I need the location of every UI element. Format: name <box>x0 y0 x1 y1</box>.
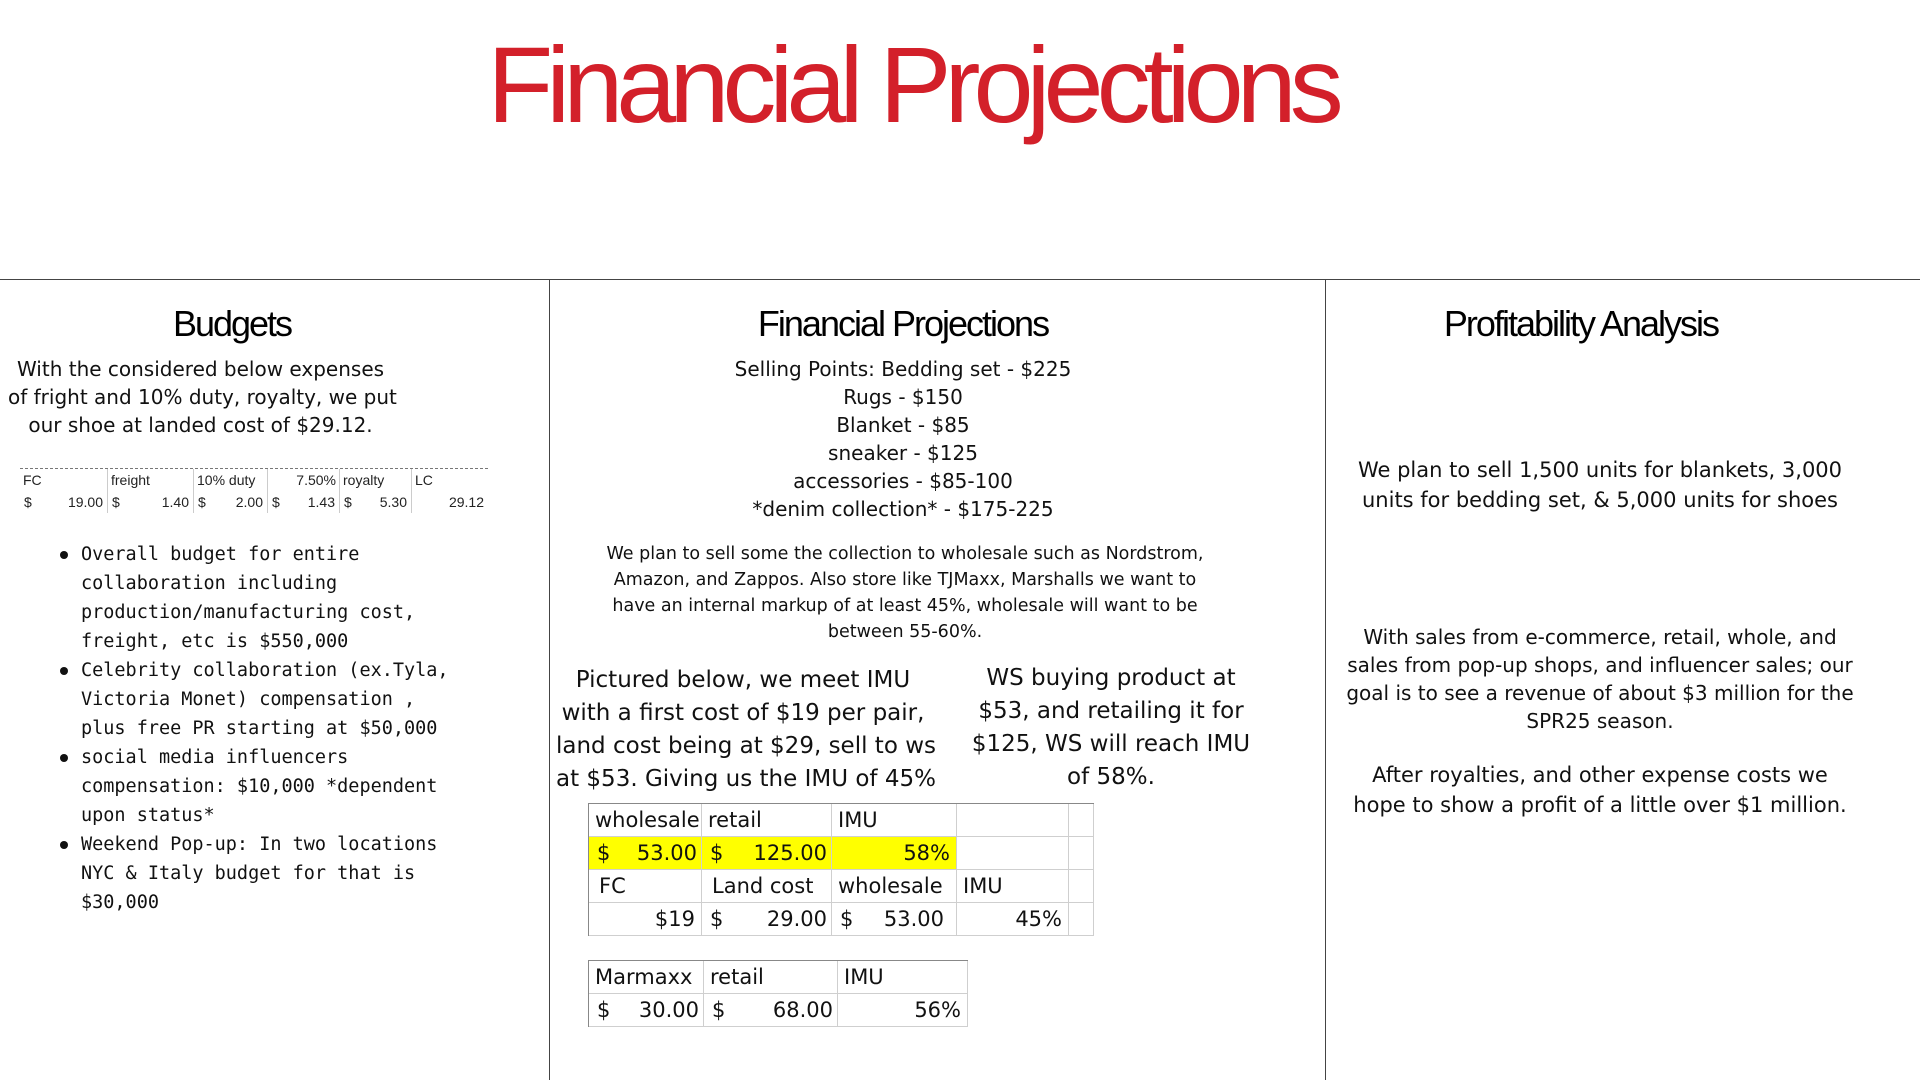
list-item: Overall budget for entire collaboration including production/manufacturing cost, freight, etc is $550,000 <box>58 540 498 656</box>
table-cell: $ 53.00 <box>589 837 702 870</box>
table-header-cell: IMU <box>832 804 957 837</box>
table-cell: $ 2.00 <box>194 491 268 513</box>
profit-outlook-text: After royalties, and other expense costs we hope to show a profit of a little over $1 million. <box>1353 763 1847 817</box>
table-cell <box>1069 870 1094 903</box>
table-header-cell: retail <box>704 961 838 994</box>
table-header-cell: retail <box>702 804 832 837</box>
table-row <box>589 870 1094 903</box>
bullet-icon <box>60 754 68 762</box>
table-cell: 56% <box>838 994 968 1027</box>
profitability-heading: Profitability Analysis <box>1443 303 1719 344</box>
table-header-cell: IMU <box>838 961 968 994</box>
table-header-cell: LC <box>415 472 433 488</box>
table-header-cell: freight <box>108 469 194 491</box>
table-cell: $ 53.00 <box>832 903 957 936</box>
table-cell: 58% <box>832 837 957 870</box>
table-cell <box>1069 837 1094 870</box>
table-row <box>20 491 488 513</box>
table-cell: $ 5.30 <box>340 491 412 513</box>
budget-bullet-list <box>58 540 498 917</box>
table-row <box>589 804 1094 837</box>
table-row <box>589 961 968 994</box>
table-cell: $ 1.40 <box>108 491 194 513</box>
budgets-heading: Budgets <box>172 303 292 344</box>
list-item: Weekend Pop-up: In two locations NYC & Italy budget for that is $30,000 <box>58 830 498 917</box>
table-cell: $ 30.00 <box>589 994 704 1027</box>
table-cell <box>957 837 1069 870</box>
table-header-cell: Marmaxx <box>589 961 704 994</box>
table-header-cell: 7.50% <box>268 469 340 491</box>
selling-points: Selling Points: Bedding set - $225 Rugs - $150 Blanket - $85 sneaker - $125 accessories - $85-100 *denim collection* - $175-225 <box>734 357 1072 521</box>
table-header-cell: IMU <box>957 870 1069 903</box>
table-header-cell: Land cost <box>702 870 832 903</box>
table-cell <box>957 804 1069 837</box>
list-item: social media influencers compensation: $10,000 *dependent upon status* <box>58 743 498 830</box>
table-cell: $19 <box>589 903 702 936</box>
table-row <box>20 469 488 491</box>
table-cell: $ 68.00 <box>704 994 838 1027</box>
budgets-intro: With the considered below expenses of fright and 10% duty, royalty, we put our shoe at landed cost of $29.12. <box>8 357 397 437</box>
wholesale-plan-text: We plan to sell some the collection to wholesale such as Nordstrom, Amazon, and Zappos. Also store like TJMaxx, Marshalls we want to have an internal markup of at least 45%, wholesale will want to be between 55-60%. <box>606 544 1204 642</box>
header-divider <box>0 279 1920 280</box>
table-cell: $ 29.00 <box>702 903 832 936</box>
table-cell: 29.12 <box>448 494 484 510</box>
table-row-highlighted <box>589 837 1094 870</box>
table-header-cell: 10% duty <box>194 469 268 491</box>
table-header-cell: royalty <box>340 469 412 491</box>
table-cell: $ 1.43 <box>268 491 340 513</box>
table-header-cell: wholesale <box>832 870 957 903</box>
landed-cost-table <box>20 468 488 513</box>
list-item: Celebrity collaboration (ex.Tyla, Victoria Monet) compensation , plus free PR starting at $50,000 <box>58 656 498 743</box>
table-row <box>589 994 968 1027</box>
marmaxx-table <box>588 960 968 1027</box>
table-header-cell: wholesale <box>589 804 702 837</box>
table-row <box>589 903 1094 936</box>
table-header-cell: FC <box>20 469 108 491</box>
table-header-cell: FC <box>589 870 702 903</box>
imu-table <box>588 803 1094 936</box>
table-cell: $ 19.00 <box>20 491 108 513</box>
projections-heading: Financial Projections <box>757 303 1049 344</box>
bullet-icon <box>60 841 68 849</box>
table-cell: $ 125.00 <box>702 837 832 870</box>
revenue-goal-text: With sales from e-commerce, retail, whole, and sales from pop-up shops, and influencer sales; our goal is to see a revenue of about $3 million for the SPR25 season. <box>1346 625 1854 733</box>
table-cell <box>1069 804 1094 837</box>
table-cell <box>1069 903 1094 936</box>
page-title: Financial Projections <box>487 24 1337 145</box>
table-cell: 45% <box>957 903 1069 936</box>
imu-explanation-left: Pictured below, we meet IMU with a first cost of $19 per pair, land cost being at $29, sell to ws at $53. Giving us the IMU of 45% <box>556 667 936 792</box>
bullet-icon <box>60 551 68 559</box>
units-plan-text: We plan to sell 1,500 units for blankets, 3,000 units for bedding set, & 5,000 units for shoes <box>1357 458 1843 512</box>
imu-explanation-right: WS buying product at $53, and retailing it for $125, WS will reach IMU of 58%. <box>971 665 1251 790</box>
bullet-icon <box>60 667 68 675</box>
